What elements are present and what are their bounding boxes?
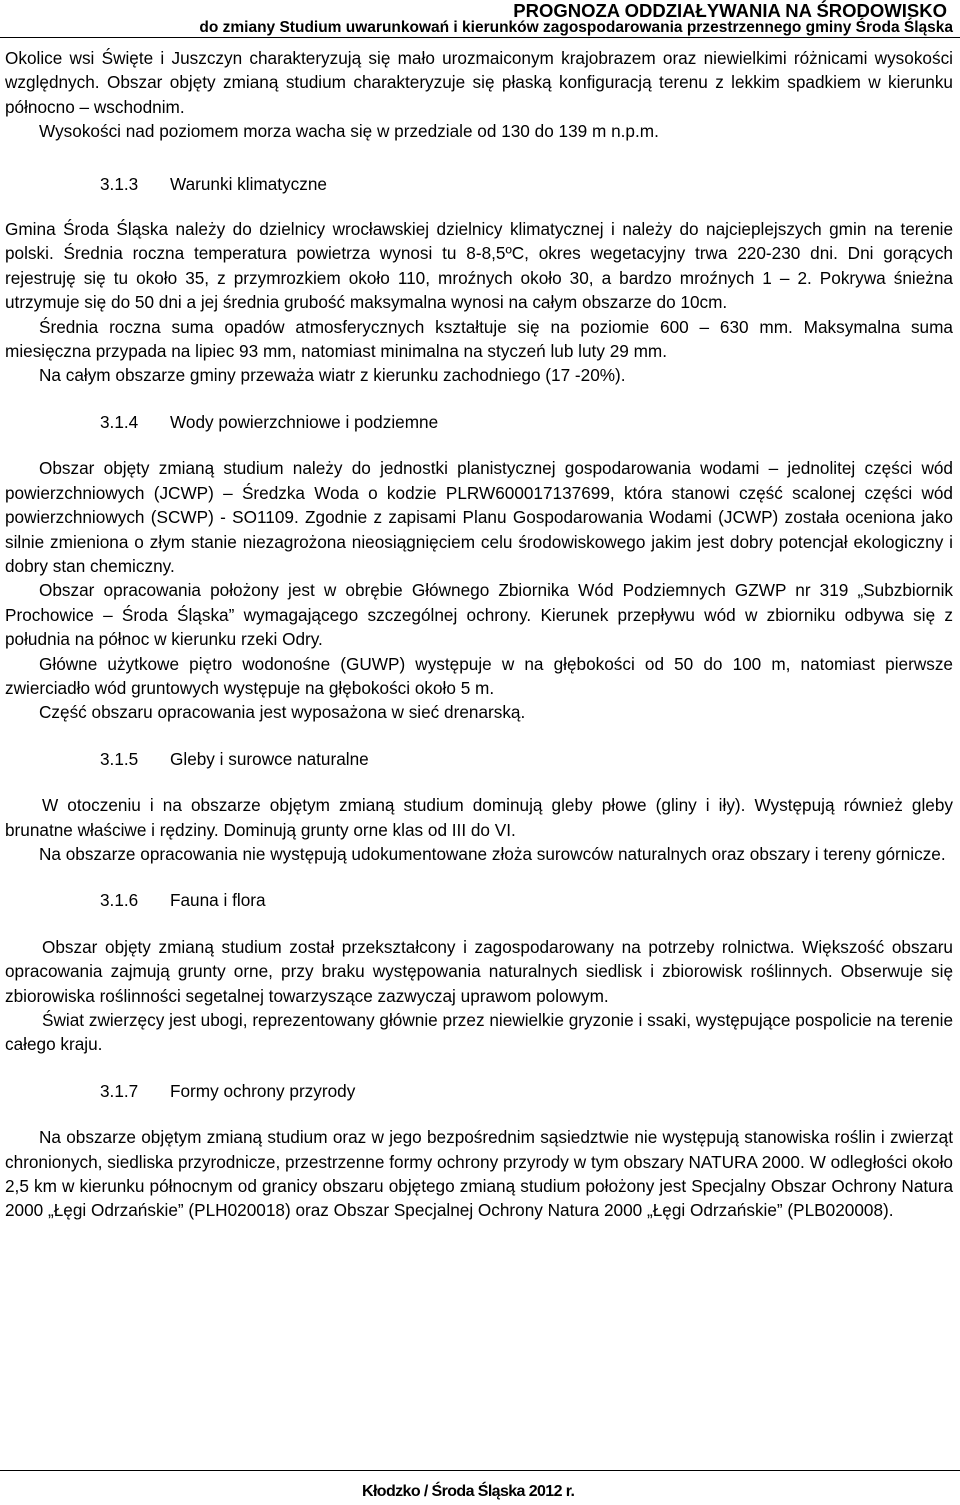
document-body — [5, 46, 953, 1223]
section-heading — [5, 747, 953, 771]
section-number: 3.1.4 — [100, 411, 139, 432]
section-title: Warunki klimatyczne — [170, 173, 327, 194]
page-header — [0, 0, 960, 38]
intro-paragraph: Wysokości nad poziomem morza wacha się w przedziale od 130 do 139 m n.p.m. — [39, 121, 659, 142]
body-paragraph: Na całym obszarze gminy przeważa wiatr z kierunku zachodniego (17 -20%). — [39, 365, 626, 386]
section-heading — [5, 172, 953, 196]
body-paragraph: Na obszarze objętym zmianą studium oraz w jego bezpośrednim sąsiedztwie nie występują stanowiska roślin i zwierząt chronionych, siedliska przyrodnicze, przestrzenne formy ochrony przyrody w tym obszary NATURA 2000. W odległości około 2,5 km w kierunku północnym od granicy obszaru objętego zmianą studium położony jest Specjalny Obszar Ochrony Natura 2000 „Łęgi Odrzańskie” (PLH020018) oraz Obszar Specjalnej Ochrony Natura 2000 „Łęgi Odrzańskie” (PLB020008). — [5, 1127, 953, 1221]
body-paragraph: W otoczeniu i na obszarze objętym zmianą studium dominują gleby płowe (gliny i iły). Występują również gleby brunatne właściwe i rędziny. Dominują grunty orne klas od III do VI. — [5, 795, 953, 840]
body-paragraph: Na obszarze opracowania nie występują udokumentowane złoża surowców naturalnych oraz obszary i tereny górnicze. — [39, 843, 946, 864]
section-number: 3.1.7 — [100, 1080, 139, 1101]
body-paragraph: Główne użytkowe piętro wodonośne (GUWP) występuje w na głębokości od 50 do 100 m, natomiast pierwsze zwierciadło wód gruntowych występuje na głębokości około 5 m. — [5, 653, 953, 698]
section-number: 3.1.3 — [100, 173, 139, 194]
section-number: 3.1.6 — [100, 890, 139, 911]
page-footer — [0, 1470, 960, 1505]
body-paragraph: Obszar opracowania położony jest w obrębie Głównego Zbiornika Wód Podziemnych GZWP nr 319 „Subzbiornik Prochowice – Środa Śląska” wymagającego szczególnej ochrony. Kierunek przepływu wód w zbiorniku odbywa się z południa na północ w kierunku rzeki Odry. — [5, 580, 953, 650]
body-paragraph: Część obszaru opracowania jest wyposażona w sieć drenarską. — [39, 702, 526, 723]
section-title: Gleby i surowce naturalne — [170, 748, 369, 769]
section-title: Wody powierzchniowe i podziemne — [170, 411, 439, 432]
footer-text: Kłodzko / Środa Śląska 2012 r. — [362, 1483, 575, 1500]
section-title: Formy ochrony przyrody — [170, 1080, 356, 1101]
section-heading — [5, 888, 953, 912]
intro-paragraph: Okolice wsi Święte i Juszczyn charakteryzują się mało urozmaiconym krajobrazem oraz niewielkimi różnicami wysokości względnych. Obszar objęty zmianą studium charakteryzuje się płaską konfiguracją terenu z lekkim spadkiem w kierunku północno – wschodnim. — [5, 48, 953, 117]
header-title: PROGNOZA ODDZIAŁYWANIA NA ŚRODOWISKO — [513, 0, 947, 21]
body-paragraph: Gmina Środa Śląska należy do dzielnicy wrocławskiej dzielnicy klimatycznej i należy do najcieplejszych gmin na terenie polski. Średnia roczna temperatura powietrza wynosi tu 8-8,5ºC, okres wegetacyjny trwa 220-230 dni. Dni gorących rejestruję się tu około 35, z przymrozkiem około 110, mroźnych około 30, a bardzo mroźnych 1 – 2. Pokrywa śnieżna utrzymuje się do 50 dni a jej średnia grubość maksymalna wynosi na całym obszarze do 10cm. — [5, 219, 953, 313]
body-paragraph: Świat zwierzęcy jest ubogi, reprezentowany głównie przez niewielkie gryzonie i ssaki, występujące pospolicie na terenie całego kraju. — [5, 1010, 953, 1055]
header-subtitle: do zmiany Studium uwarunkowań i kierunków zagospodarowania przestrzennego gminy Środa Śląska — [199, 19, 953, 36]
section-heading — [5, 410, 953, 434]
section-number: 3.1.5 — [100, 748, 139, 769]
body-paragraph: Obszar objęty zmianą studium został przekształcony i zagospodarowany na potrzeby rolnictwa. Większość obszaru opracowania zajmują grunty orne, przy braku występowania naturalnych siedlisk i zbiorowisk roślinnych. Obserwuje się zbiorowiska roślinności segetalnej towarzyszące zazwyczaj uprawom polowym. — [5, 936, 953, 1006]
section-heading — [5, 1079, 953, 1103]
section-title: Fauna i flora — [170, 890, 266, 911]
body-paragraph: Obszar objęty zmianą studium należy do jednostki planistycznej gospodarowania wodami – jednolitej części wód powierzchniowych (JCWP) – Średzka Woda o kodzie PLRW600017137699, która stanowi część scalonej części wód powierzchniowych (SCWP) - SO1109. Zgodnie z zapisami Planu Gospodarowania Wodami (JCWP) została oceniona jako silnie zmieniona o złym stanie niezagrożona nieosiągnięciem celu środowiskowego jakim jest dobry potencjał ekologiczny i dobry stan chemiczny. — [5, 458, 953, 576]
body-paragraph: Średnia roczna suma opadów atmosferycznych kształtuje się na poziomie 600 – 630 mm. Maksymalna suma miesięczna przypada na lipiec 93 mm, natomiast minimalna na styczeń lub luty 29 mm. — [5, 316, 953, 362]
